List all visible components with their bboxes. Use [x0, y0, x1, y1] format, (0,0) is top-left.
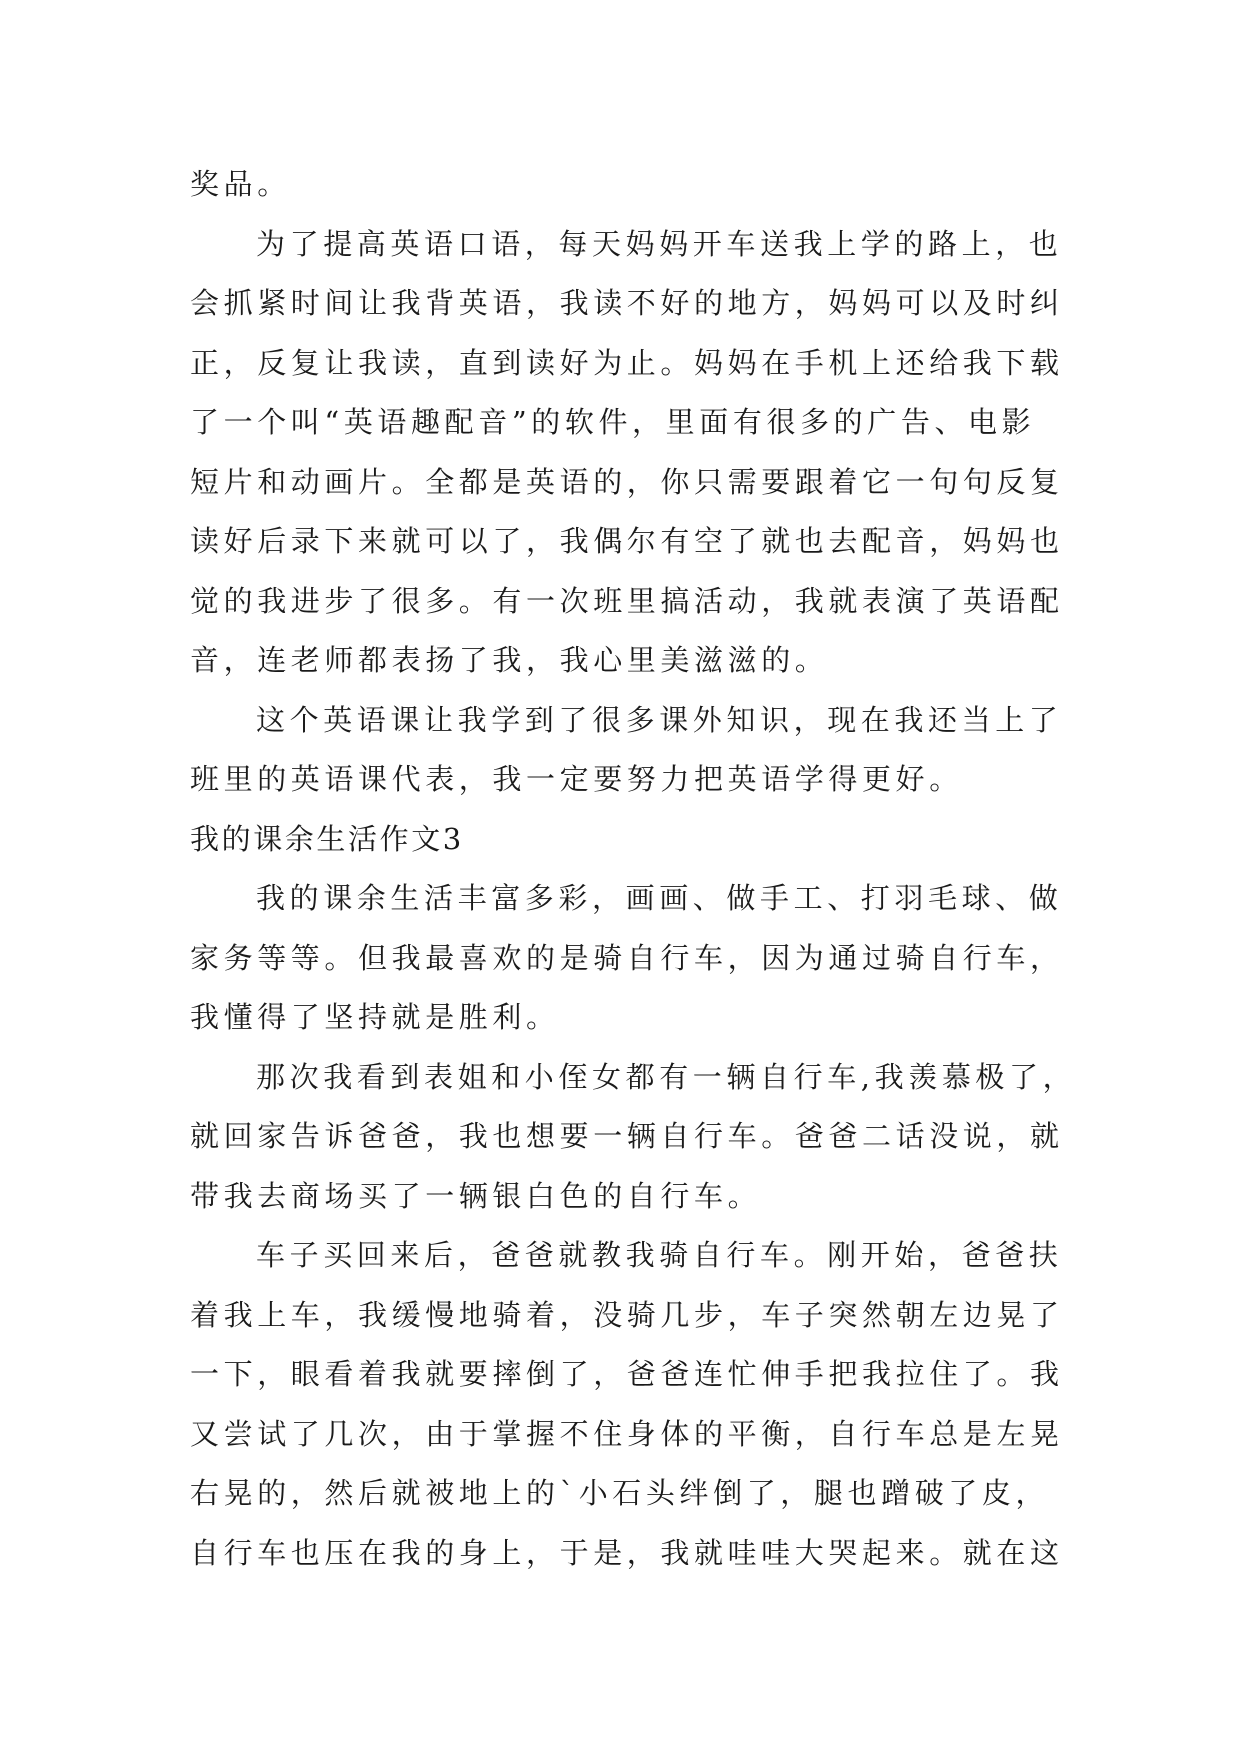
document-body: [190, 155, 1077, 1583]
body-line: 就回家告诉爸爸，我也想要一辆自行车。爸爸二话没说，就: [190, 1119, 1064, 1153]
body-line: 家务等等。但我最喜欢的是骑自行车，因为通过骑自行车，: [190, 940, 1064, 975]
body-line: 带我去商场买了一辆银白色的自行车。: [190, 1178, 762, 1213]
paragraph-first-line: 车子买回来后，爸爸就教我骑自行车。刚开始，爸爸扶: [256, 1238, 1063, 1272]
paragraph-first-line: 为了提高英语口语，每天妈妈开车送我上学的路上，也: [256, 226, 1063, 261]
body-line: 一下，眼看着我就要摔倒了，爸爸连忙伸手把我拉住了。我: [190, 1357, 1064, 1391]
body-line: 右晃的，然后就被地上的`小石头绊倒了，腿也蹭破了皮，: [190, 1476, 1050, 1510]
body-line: 着我上车，我缓慢地骑着，没骑几步，车子突然朝左边晃了: [190, 1297, 1064, 1332]
body-line: 正，反复让我读，直到读好为止。妈妈在手机上还给我下载: [190, 345, 1064, 380]
body-line: 会抓紧时间让我背英语，我读不好的地方，妈妈可以及时纠: [190, 286, 1064, 320]
paragraph-first-line: 我的课余生活丰富多彩，画画、做手工、打羽毛球、做: [256, 881, 1063, 915]
body-line: 自行车也压在我的身上，于是，我就哇哇大哭起来。就在这: [190, 1535, 1064, 1570]
body-line: 我懂得了坚持就是胜利。: [190, 1000, 560, 1034]
paragraph-first-line: 那次我看到表姐和小侄女都有一辆自行车,我羡慕极了，: [256, 1059, 1077, 1094]
paragraph-first-line: 这个英语课让我学到了很多课外知识，现在我还当上了: [256, 702, 1063, 737]
body-line: 读好后录下来就可以了，我偶尔有空了就也去配音，妈妈也: [190, 524, 1064, 558]
body-line: 奖品。: [190, 167, 291, 201]
section-heading: 我的课余生活作文3: [190, 821, 464, 856]
body-line: 短片和动画片。全都是英语的，你只需要跟着它一句句反复: [190, 464, 1064, 499]
body-line: 音，连老师都表扬了我，我心里美滋滋的。: [190, 643, 829, 677]
body-line: 觉的我进步了很多。有一次班里搞活动，我就表演了英语配: [190, 583, 1064, 618]
body-line: 又尝试了几次，由于掌握不住身体的平衡，自行车总是左晃: [190, 1416, 1064, 1451]
body-line: 班里的英语课代表，我一定要努力把英语学得更好。: [190, 762, 963, 796]
body-line: 了一个叫“英语趣配音”的软件，里面有很多的广告、电影: [190, 405, 1036, 439]
